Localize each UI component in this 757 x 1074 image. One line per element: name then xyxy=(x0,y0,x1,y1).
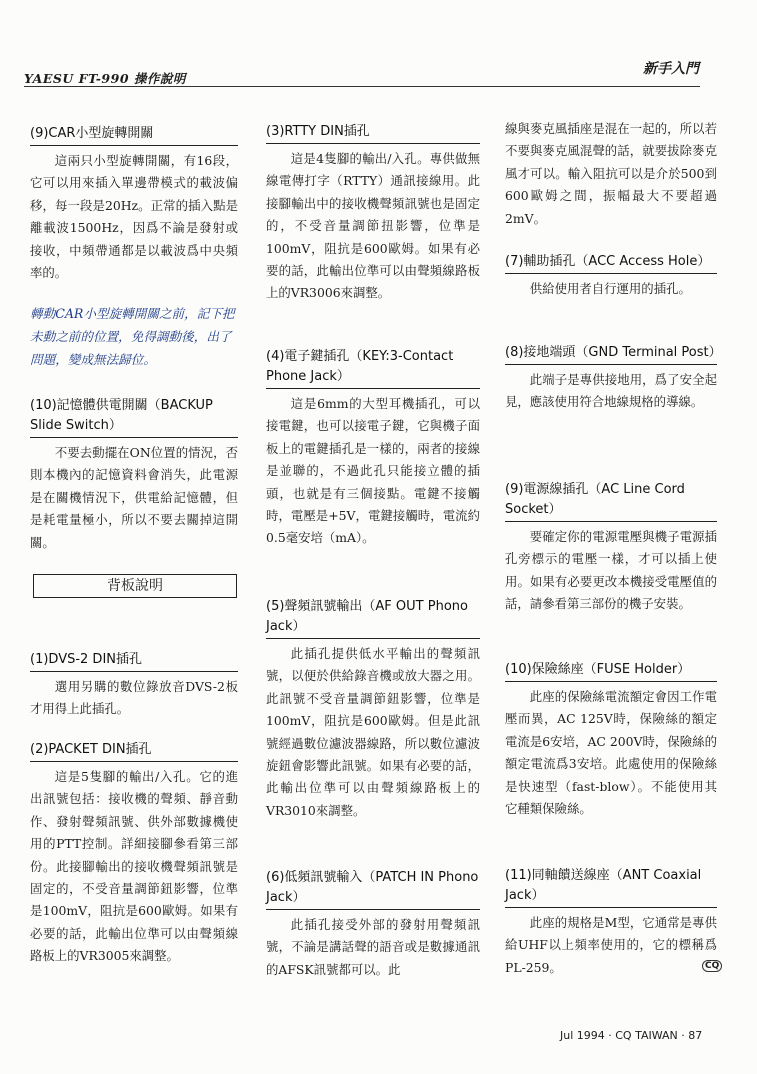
section-acc-hole xyxy=(505,252,717,300)
running-header-left: YAESU FT-990 操作說明 xyxy=(24,71,186,86)
section-car-switch xyxy=(30,124,238,284)
section-body: 這是6mm的大型耳機插孔，可以接電鍵，也可以接電子鍵，它與機子面板上的電鍵插孔是一樣的，兩者的接線是並聯的，不過此孔只能接立體的插頭，也就是有三個接點。電鍵不接觸時，電壓是+5V，電鍵接觸時，電流約0.5毫安培（mA）。 xyxy=(266,396,480,546)
section-patch-in xyxy=(266,868,480,981)
section-title: (2)PACKET DIN插孔 xyxy=(30,740,238,762)
section-backup-switch xyxy=(30,396,238,554)
car-switch-note xyxy=(30,302,238,371)
section-title: (10)記憶體供電開關（BACKUP Slide Switch） xyxy=(30,396,238,438)
section-dvs2-jack xyxy=(30,650,238,721)
section-rtty-jack xyxy=(266,122,480,305)
section-body: 線與麥克風插座是混在一起的，所以若不要與麥克風混聲的話，就要拔除麥克風才可以。輸入阻抗可以是介於500到600歐姆之間，振幅最大不要超過2mV。 xyxy=(505,121,717,226)
page-footer: Jul 1994 · CQ TAIWAN · 87 xyxy=(560,1029,703,1042)
section-title: (1)DVS-2 DIN插孔 xyxy=(30,650,238,672)
section-title: (7)輔助插孔（ACC Access Hole） xyxy=(505,252,717,274)
section-title: (8)接地端頭（GND Terminal Post） xyxy=(505,343,717,365)
section-body: 此插孔接受外部的發射用聲頻訊號，不論是講話聲的語音或是數據通訊的AFSK訊號都可以。此 xyxy=(266,917,480,977)
section-body: 不要去動擺在ON位置的情況，否則本機內的記憶資料會消失，此電源是在關機情況下，供電給記憶體，但是耗電量極小，所以不要去關掉這開關。 xyxy=(30,445,238,550)
rear-panel-heading: 背板說明 xyxy=(33,574,237,598)
section-title: (11)同軸饋送線座（ANT Coaxial Jack） xyxy=(505,866,717,908)
header-rule xyxy=(24,86,700,87)
section-title: (3)RTTY DIN插孔 xyxy=(266,122,480,144)
section-title: (9)CAR小型旋轉開關 xyxy=(30,124,238,146)
section-body: 此座的規格是M型，它通常是專供給UHF以上頻率使用的，它的標稱爲PL-259。 xyxy=(505,915,717,975)
section-body: 此插孔提供低水平輸出的聲頻訊號，以便於供給錄音機或放大器之用。此訊號不受音量調節鈕影響，位準是100mV，阻抗是600歐姆。但是此訊號經過數位濾波器線路，所以數位濾波旋鈕會影響此訊號。如果有必要的話，此輸出位準可以由聲頻線路板上的VR3010來調整。 xyxy=(266,646,480,818)
section-body: 要確定你的電源電壓與機子電源插孔旁標示的電壓一樣，才可以插上使用。如果有必要更改本機接受電壓值的話，請參看第三部份的機子安裝。 xyxy=(505,529,717,612)
section-body: 選用另購的數位錄放音DVS-2板才用得上此插孔。 xyxy=(30,679,238,717)
section-body: 這兩只小型旋轉開關，有16段，它可以用來插入單邊帶模式的載波偏移，每一段是20Hz。正常的插入點是離載波1500Hz，因爲不論是發射或接收，中頻帶通都是以載波爲中央頻率的。 xyxy=(30,153,238,281)
section-fuse-holder xyxy=(505,660,717,820)
note-text: 轉動CAR小型旋轉開關之前，記下把未動之前的位置，免得調動後，出了問題，變成無法歸位。 xyxy=(30,306,235,367)
section-title: (5)聲頻訊號輸出（AF OUT Phono Jack） xyxy=(266,597,480,639)
section-body: 這是5隻腳的輸出/入孔。它的進出訊號包括：接收機的聲頻、靜音動作、發射聲頻訊號、供外部數據機使用的PTT控制。詳細接腳參看第三部份。此接腳輸出的接收機聲頻訊號是固定的，不受音量調節鈕影響，位準是100mV，阻抗是600歐姆。如果有必要的話，此輸出位準可以由聲頻線路板上的VR3005來調整。 xyxy=(30,769,238,964)
section-gnd-terminal xyxy=(505,343,722,414)
section-body: 此座的保險絲電流額定會因工作電壓而異，AC 125V時，保險絲的額定電流是6安培，AC 200V時，保險絲的額定電流爲3安培。此處使用的保險絲是快速型（fast-blow）。不能使用其它種類保險絲。 xyxy=(505,689,717,817)
section-af-out xyxy=(266,597,480,822)
section-key-jack xyxy=(266,347,480,550)
section-title: (10)保險絲座（FUSE Holder） xyxy=(505,660,717,682)
section-title: (6)低頻訊號輸入（PATCH IN Phono Jack） xyxy=(266,868,480,910)
continued-text xyxy=(505,118,717,230)
section-title: (9)電源線插孔（AC Line Cord Socket） xyxy=(505,480,717,522)
section-ant-jack xyxy=(505,866,717,979)
cq-logo: CQ xyxy=(702,960,722,972)
section-body: 此端子是專供接地用，爲了安全起見，應該使用符合地線規格的導線。 xyxy=(505,372,717,410)
section-body: 供給使用者自行運用的插孔。 xyxy=(529,281,691,296)
section-packet-jack xyxy=(30,740,238,968)
section-body: 這是4隻腳的輸出/入孔。專供做無線電傳打字（RTTY）通訊接線用。此接腳輸出中的接收機聲頻訊號也是固定的，不受音量調節扭影響，位準是100mV，阻抗是600歐姆。如果有必要的話，此輸出位準可以由聲頻線路板上的VR3006來調整。 xyxy=(266,151,480,301)
running-header-right: 新手入門 xyxy=(643,61,699,77)
section-title: (4)電子鍵插孔（KEY:3-Contact Phone Jack） xyxy=(266,347,480,389)
section-ac-socket xyxy=(505,480,717,616)
